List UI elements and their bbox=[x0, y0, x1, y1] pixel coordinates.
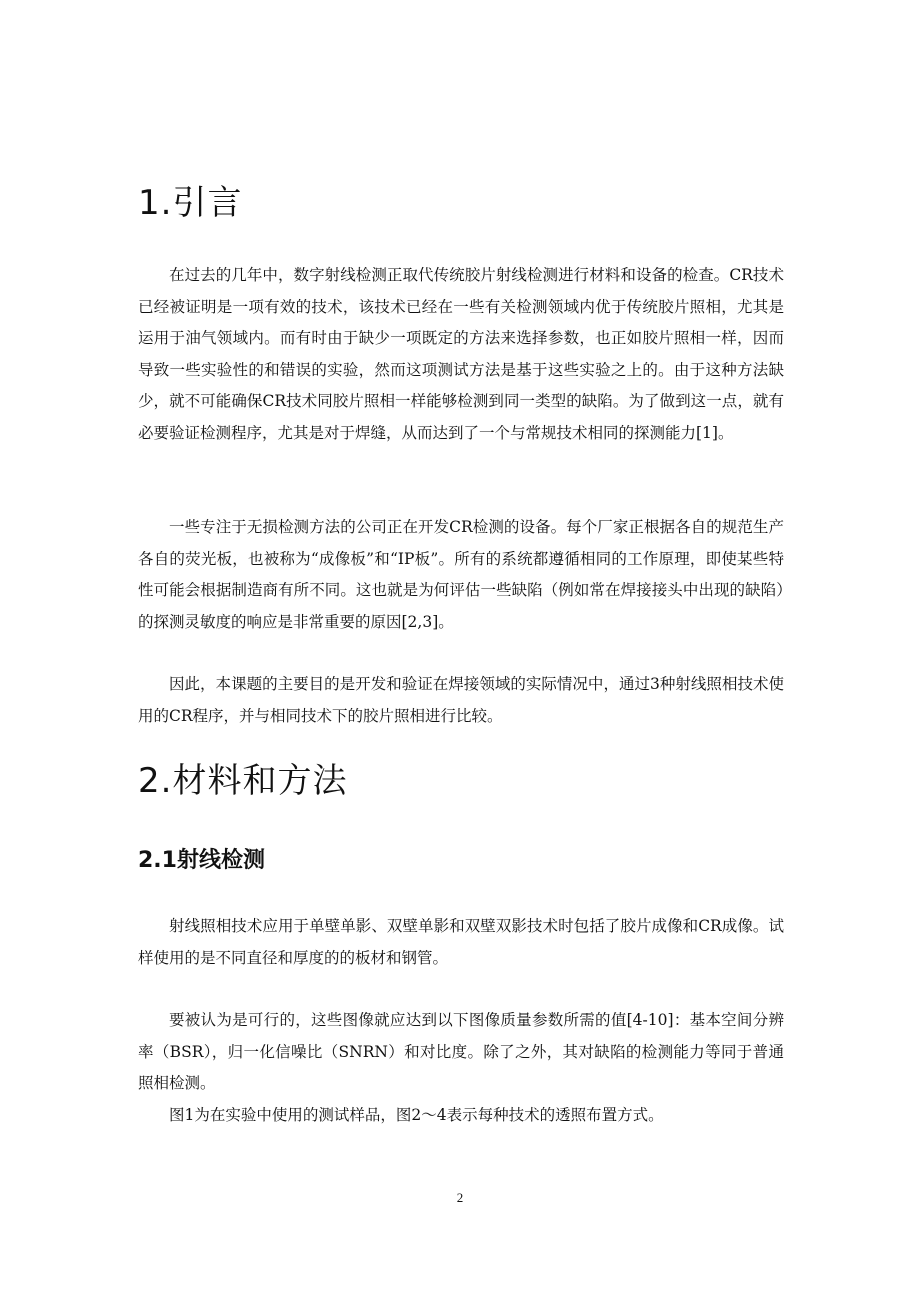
radiography-paragraph-2: 要被认为是可行的，这些图像就应达到以下图像质量参数所需的值[4-10]：基本空间分辨率（BSR），归一化信噪比（SNRN）和对比度。除了之外，其对缺陷的检测能力等同于普通照相检测。 bbox=[138, 1011, 784, 1092]
section-heading-materials-methods: 2.材料和方法 bbox=[138, 761, 348, 801]
page-number: 2 bbox=[456, 1190, 464, 1205]
section-heading-introduction: 1.引言 bbox=[138, 183, 243, 223]
intro-paragraph-3: 因此，本课题的主要目的是开发和验证在焊接领域的实际情况中，通过3种射线照相技术使用的CR程序，并与相同技术下的胶片照相进行比较。 bbox=[138, 675, 784, 725]
intro-paragraph-2: 一些专注于无损检测方法的公司正在开发CR检测的设备。每个厂家正根据各自的规范生产各自的荧光板，也被称为“成像板”和“IP板”。所有的系统都遵循相同的工作原理，即使某些特性可能会根据制造商有所不同。这也就是为何评估一些缺陷（例如常在焊接接头中出现的缺陷）的探测灵敏度的响应是非常重要的原因[2,3]。 bbox=[138, 518, 784, 631]
subsection-heading-radiography: 2.1射线检测 bbox=[138, 848, 265, 873]
radiography-paragraph-1: 射线照相技术应用于单壁单影、双壁单影和双壁双影技术时包括了胶片成像和CR成像。试样使用的是不同直径和厚度的的板材和钢管。 bbox=[138, 917, 784, 967]
intro-paragraph-1: 在过去的几年中，数字射线检测正取代传统胶片射线检测进行材料和设备的检查。CR技术已经被证明是一项有效的技术，该技术已经在一些有关检测领域内优于传统胶片照相，尤其是运用于油气领域内。而有时由于缺少一项既定的方法来选择参数，也正如胶片照相一样，因而导致一些实验性的和错误的实验，然而这项测试方法是基于这些实验之上的。由于这种方法缺少，就不可能确保CR技术同胶片照相一样能够检测到同一类型的缺陷。为了做到这一点，就有必要验证检测程序，尤其是对于焊缝，从而达到了一个与常规技术相同的探测能力[1]。 bbox=[138, 266, 784, 442]
radiography-paragraph-3: 图1为在实验中使用的测试样品，图2～4表示每种技术的透照布置方式。 bbox=[169, 1106, 664, 1124]
